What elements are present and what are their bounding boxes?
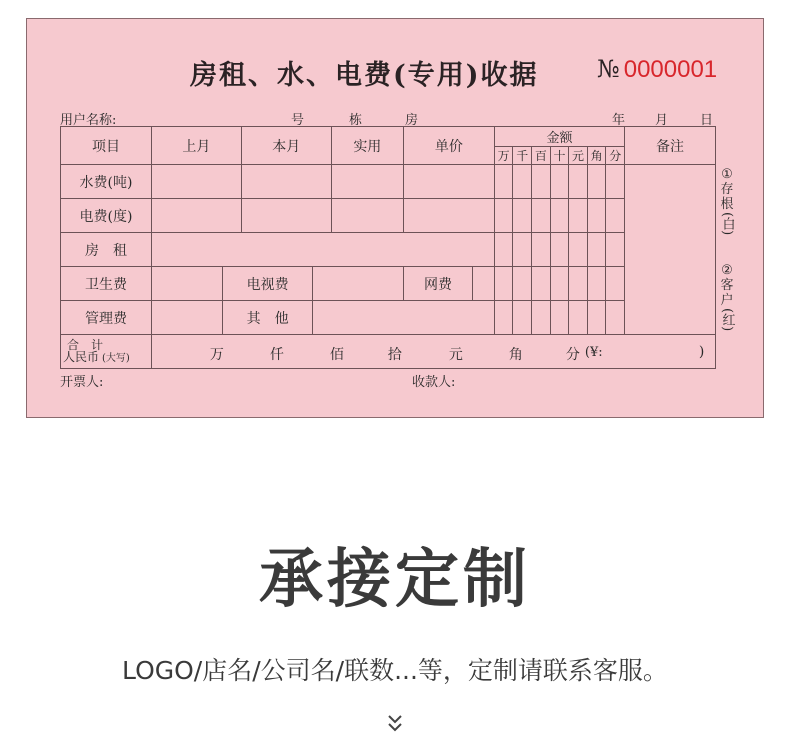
total-unit-jiao: 角	[508, 347, 523, 363]
copy-stub-label	[717, 167, 737, 235]
water-this-cell	[241, 165, 331, 199]
receipt-table	[60, 126, 716, 369]
header-last-month: 上月	[151, 127, 241, 165]
copy-customer-number: ②	[721, 263, 733, 278]
digit-yuan: 元	[569, 147, 588, 165]
header-this-month: 本月	[241, 127, 331, 165]
sanitation-cell	[151, 267, 222, 301]
total-unit-wan: 万	[209, 347, 224, 363]
electric-last-cell	[151, 199, 241, 233]
total-label-bottom: 人民币	[63, 349, 100, 364]
copy-stub-char-2: 根	[720, 197, 734, 212]
total-close-paren: )	[698, 344, 705, 360]
tv-fee-label: 电视费	[223, 267, 313, 301]
row-water-label: 水费(吨)	[61, 165, 152, 199]
water-price-cell	[403, 165, 494, 199]
header-unit-price: 单价	[403, 127, 494, 165]
row-management-label: 管理费	[61, 301, 152, 335]
receipt-title: 房租、水、电费(专用)收据	[190, 60, 539, 91]
electric-price-cell	[403, 199, 494, 233]
total-label-top: 合 计	[67, 337, 104, 352]
copy-stub-color: (白)	[719, 212, 735, 236]
net-fee-group	[403, 267, 494, 301]
double-chevron-down-icon	[385, 712, 405, 736]
header-amount: 金额	[494, 127, 624, 147]
header-remark: 备注	[625, 127, 716, 165]
fang-label: 房	[405, 113, 419, 128]
copy-stub-char-1: 存	[720, 182, 734, 197]
electric-actual-cell	[331, 199, 403, 233]
copy-customer-color: (红)	[719, 308, 735, 332]
total-unit-bai: 佰	[329, 347, 344, 363]
row-sanitation-label: 卫生费	[61, 267, 152, 301]
promo-headline: 承接定制	[259, 543, 531, 617]
total-unit-fen: 分	[565, 347, 580, 363]
total-yen: (¥:	[584, 345, 603, 360]
row-rent-label: 房 租	[61, 233, 152, 267]
total-unit-qian: 仟	[269, 347, 284, 363]
payee-label: 收款人:	[412, 375, 456, 390]
dong-label: 栋	[349, 113, 363, 128]
water-last-cell	[151, 165, 241, 199]
total-label	[61, 335, 152, 369]
day-label: 日	[700, 113, 714, 128]
user-name-label: 用户名称:	[60, 113, 117, 128]
month-label: 月	[655, 113, 669, 128]
net-fee-label: 网费	[404, 267, 473, 300]
total-amount-row	[151, 335, 715, 369]
total-unit-shi: 拾	[387, 347, 402, 363]
remark-cell	[625, 165, 716, 335]
copy-customer-label	[717, 263, 737, 331]
serial-prefix: №	[597, 55, 620, 83]
total-label-paren: (大写)	[102, 352, 130, 364]
management-cell	[151, 301, 222, 335]
other-fee-label: 其 他	[223, 301, 313, 335]
header-actual: 实用	[331, 127, 403, 165]
total-unit-yuan: 元	[448, 347, 463, 363]
digit-jiao: 角	[587, 147, 606, 165]
tv-fee-cell	[313, 267, 404, 301]
year-label: 年	[612, 113, 626, 128]
receipt-form	[26, 18, 764, 418]
copy-stub-number: ①	[721, 167, 733, 182]
digit-qian: 千	[513, 147, 532, 165]
water-actual-cell	[331, 165, 403, 199]
row-electric-label: 电费(度)	[61, 199, 152, 233]
copy-customer-char-1: 客	[720, 278, 734, 293]
rent-cell	[151, 233, 494, 267]
issuer-label: 开票人:	[60, 375, 104, 390]
digit-fen: 分	[606, 147, 625, 165]
promo-subtitle: LOGO/店名/公司名/联数...等，定制请联系客服。	[122, 656, 668, 685]
copy-customer-char-2: 户	[720, 293, 734, 308]
serial-value: 0000001	[623, 56, 718, 83]
digit-bai: 百	[532, 147, 551, 165]
serial-number	[597, 55, 717, 84]
digit-shi: 十	[550, 147, 569, 165]
hao-label: 号	[291, 113, 305, 128]
digit-wan: 万	[494, 147, 513, 165]
header-item: 项目	[61, 127, 152, 165]
electric-this-cell	[241, 199, 331, 233]
other-fee-cell	[313, 301, 495, 335]
